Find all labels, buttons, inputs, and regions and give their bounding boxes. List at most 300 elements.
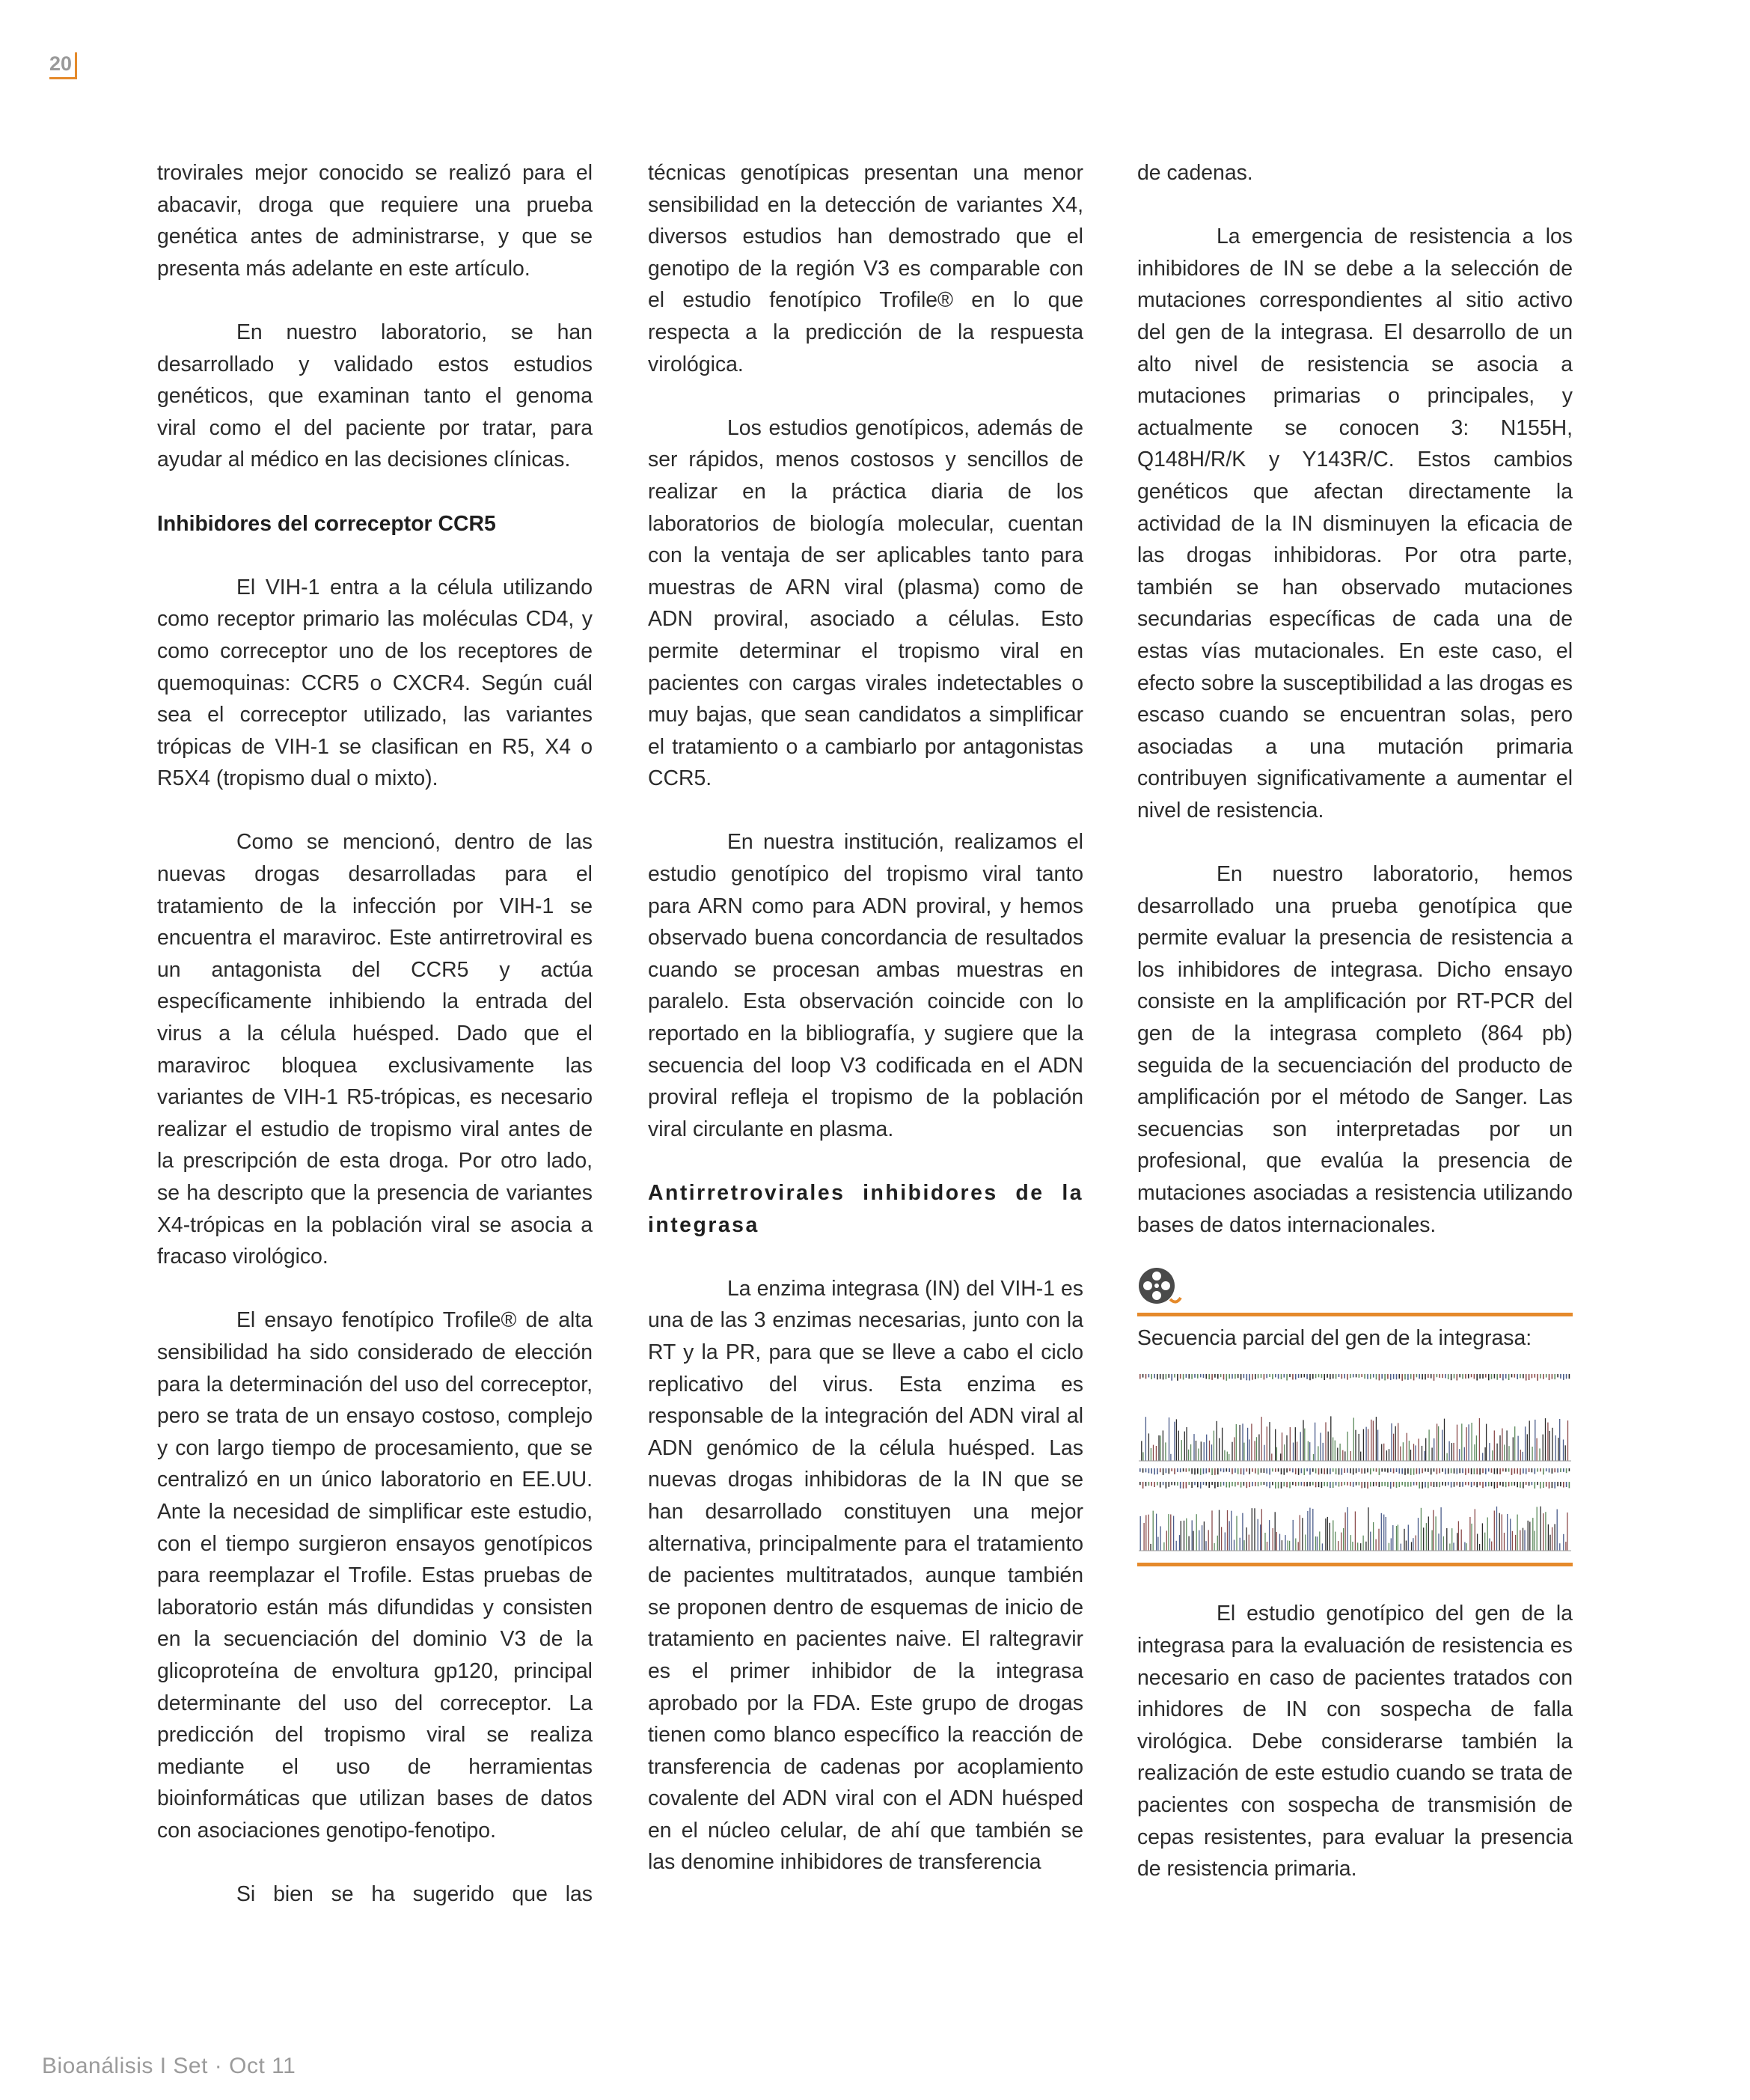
base-call-mark <box>1226 1374 1228 1381</box>
base-call-mark <box>1442 1482 1443 1486</box>
base-call-mark <box>1457 1468 1458 1474</box>
base-call-mark <box>1281 1468 1282 1474</box>
base-call-mark <box>1445 1374 1446 1379</box>
base-call-mark <box>1142 1468 1144 1473</box>
base-call-mark <box>1557 1468 1558 1473</box>
base-call-mark <box>1258 1468 1259 1474</box>
base-call-mark <box>1560 1468 1561 1472</box>
base-call-mark <box>1151 1374 1152 1379</box>
base-call-mark <box>1226 1482 1228 1488</box>
base-call-mark <box>1451 1468 1452 1473</box>
column-2 <box>648 157 1083 1878</box>
base-call-mark <box>1517 1374 1518 1379</box>
base-call-mark <box>1529 1468 1530 1472</box>
base-call-mark <box>1177 1482 1178 1486</box>
paragraph: trovirales mejor conocido se realizó para el abacavir, droga que requiere una prueba genética antes de administrarse, y que se presenta más adelante en este artículo. <box>157 161 593 281</box>
base-call-mark <box>1353 1468 1354 1475</box>
base-call-mark <box>1474 1482 1475 1486</box>
base-call-mark <box>1174 1468 1175 1474</box>
base-call-mark <box>1502 1374 1504 1380</box>
base-call-mark <box>1163 1482 1164 1485</box>
base-call-mark <box>1171 1374 1172 1381</box>
base-call-mark <box>1301 1482 1303 1486</box>
base-call-mark <box>1151 1482 1152 1486</box>
base-call-mark <box>1465 1374 1466 1379</box>
base-call-mark <box>1183 1374 1184 1379</box>
paragraph: La emergencia de resistencia a los inhibidores de IN se debe a la selección de mutaciones correspondientes al sitio activo del gen de la integrasa. El desarrollo de un alto nivel de resistencia se asocia a mutaciones primarias o principales, y actualmente se conocen 3: N155H, Q148H/R/K y Y143R/C. Estos cambios genéticos que afectan directamente la actividad de la IN disminuyen la eficacia de las drogas inhibidoras. Por otra parte, también se han observado mutaciones secundarias específicas de cada una de estas vías mutacionales. En este caso, el efecto sobre la susceptibilidad a las drogas es escaso cuando se encuentran solas, pero asociadas a una mutación primaria contribuyen significativamente a aumentar el nivel de resistencia. <box>1137 225 1573 822</box>
sequence-chromatogram <box>1137 1364 1573 1558</box>
base-call-mark <box>1471 1482 1472 1487</box>
base-call-mark <box>1278 1468 1279 1472</box>
base-call-mark <box>1569 1482 1570 1488</box>
paragraph: Los estudios genotípicos, además de ser rápidos, menos costosos y sencillos de realizar en la práctica diaria de los laboratorios de biología molecular, cuentan con la ventaja de ser aplicables tanto para muestras de ARN viral (plasma) como de ADN proviral, asociado a células. Esto permite determinar el tropismo viral en pacientes con cargas virales indetectables o muy bajas, que sean candidatos a simplificar el tratamiento o a cambiarlo por antagonistas CCR5. <box>648 415 1083 791</box>
base-call-mark <box>1258 1482 1259 1486</box>
base-call-mark <box>1318 1374 1320 1377</box>
base-call-mark <box>1387 1468 1389 1473</box>
base-call-mark <box>1379 1482 1380 1487</box>
base-call-mark <box>1401 1468 1403 1474</box>
base-call-mark <box>1439 1468 1440 1474</box>
base-call-mark <box>1381 1374 1383 1379</box>
base-call-mark <box>1505 1468 1507 1472</box>
base-call-mark <box>1359 1482 1360 1486</box>
base-call-mark <box>1306 1374 1308 1379</box>
base-call-mark <box>1399 1482 1401 1487</box>
base-call-mark <box>1154 1374 1155 1378</box>
base-call-mark <box>1169 1374 1170 1378</box>
base-call-mark <box>1526 1482 1527 1485</box>
base-call-mark <box>1557 1374 1558 1377</box>
base-call-mark <box>1154 1468 1155 1474</box>
base-call-mark <box>1520 1374 1521 1378</box>
base-call-mark <box>1139 1374 1141 1379</box>
base-call-mark <box>1154 1482 1155 1487</box>
base-call-mark <box>1183 1468 1184 1471</box>
base-call-mark <box>1462 1374 1463 1379</box>
base-call-mark <box>1434 1374 1435 1381</box>
base-call-mark <box>1399 1468 1401 1474</box>
base-call-mark <box>1292 1482 1294 1485</box>
base-call-mark <box>1269 1374 1270 1377</box>
base-call-mark <box>1566 1468 1567 1473</box>
base-call-mark <box>1180 1468 1181 1472</box>
base-call-mark <box>1437 1482 1438 1487</box>
base-call-mark <box>1341 1374 1343 1379</box>
base-call-mark <box>1428 1468 1429 1472</box>
base-call-mark <box>1416 1374 1418 1377</box>
base-call-mark <box>1255 1374 1256 1379</box>
base-call-mark <box>1344 1482 1345 1485</box>
paragraph: El VIH-1 entra a la célula utilizando como receptor primario las moléculas CD4, y como correceptor uno de los receptores de quemoquinas: CCR5 o CXCR4. Según cuál sea el correceptor utilizado, las variantes trópicas de VIH-1 se clasifican en R5, X4 o R5X4 (tropismo dual o mixto). <box>157 575 593 791</box>
base-call-mark <box>1514 1374 1516 1378</box>
base-call-mark <box>1186 1482 1187 1489</box>
base-call-mark <box>1468 1482 1469 1486</box>
base-call-mark <box>1442 1468 1443 1472</box>
base-call-mark <box>1206 1374 1208 1379</box>
base-call-mark <box>1203 1374 1205 1378</box>
base-call-mark <box>1442 1374 1443 1378</box>
base-call-mark <box>1384 1374 1386 1380</box>
base-call-mark <box>1373 1482 1374 1486</box>
base-call-mark <box>1566 1482 1567 1487</box>
base-call-mark <box>1529 1482 1530 1486</box>
base-call-mark <box>1367 1374 1368 1379</box>
base-call-mark <box>1235 1482 1236 1486</box>
base-call-mark <box>1459 1482 1460 1487</box>
base-call-mark <box>1189 1482 1190 1485</box>
base-call-mark <box>1194 1374 1196 1378</box>
base-call-mark <box>1163 1374 1164 1379</box>
base-call-mark <box>1139 1482 1141 1485</box>
base-call-mark <box>1361 1468 1362 1474</box>
base-call-mark <box>1208 1482 1210 1488</box>
base-call-mark <box>1318 1468 1320 1474</box>
base-call-mark <box>1499 1374 1501 1378</box>
base-call-mark <box>1301 1468 1303 1473</box>
base-call-mark <box>1454 1468 1455 1474</box>
base-call-mark <box>1350 1468 1351 1474</box>
base-call-mark <box>1304 1468 1306 1475</box>
base-call-mark <box>1560 1482 1561 1486</box>
base-call-mark <box>1393 1482 1395 1487</box>
paragraph: técnicas genotípicas presentan una menor sensibilidad en la detección de variantes X4, diversos estudios han demostrado que el genotipo de la región V3 es comparable con el estudio fenotípico Trofile® en lo que respecta a la predicción de la respuesta virológica. <box>648 161 1083 376</box>
base-call-mark <box>1482 1374 1484 1379</box>
base-call-mark <box>1488 1468 1490 1471</box>
base-call-mark <box>1554 1482 1555 1489</box>
base-call-mark <box>1286 1374 1288 1381</box>
base-call-mark <box>1387 1374 1389 1379</box>
base-call-mark <box>1563 1468 1564 1472</box>
base-call-mark <box>1554 1468 1555 1472</box>
base-call-mark <box>1304 1374 1306 1377</box>
base-call-mark <box>1163 1468 1164 1475</box>
base-call-mark <box>1563 1374 1564 1380</box>
base-call-mark <box>1206 1468 1208 1474</box>
base-call-mark <box>1312 1482 1314 1486</box>
base-call-mark <box>1321 1374 1323 1378</box>
base-call-mark <box>1499 1468 1501 1474</box>
base-call-mark <box>1180 1374 1181 1379</box>
base-call-mark <box>1289 1374 1291 1377</box>
base-call-mark <box>1347 1468 1348 1473</box>
base-call-mark <box>1407 1482 1409 1487</box>
base-call-mark <box>1511 1468 1513 1475</box>
base-call-mark <box>1413 1482 1415 1486</box>
base-call-mark <box>1169 1468 1170 1474</box>
base-call-mark <box>1315 1374 1317 1378</box>
base-call-mark <box>1200 1468 1202 1475</box>
base-call-mark <box>1393 1374 1395 1379</box>
base-call-mark <box>1269 1468 1270 1475</box>
base-call-mark <box>1569 1374 1570 1379</box>
base-call-mark <box>1462 1468 1463 1473</box>
base-call-mark <box>1379 1468 1380 1475</box>
base-call-mark <box>1425 1482 1426 1488</box>
base-call-mark <box>1240 1468 1242 1474</box>
base-call-mark <box>1272 1482 1273 1485</box>
base-call-mark <box>1401 1482 1403 1486</box>
base-call-mark <box>1200 1482 1202 1489</box>
base-call-mark <box>1166 1374 1167 1379</box>
base-call-mark <box>1266 1482 1267 1486</box>
base-call-mark <box>1275 1482 1276 1489</box>
base-call-mark <box>1376 1468 1377 1472</box>
section-heading-integrasa: Antirretrovirales inhibidores de la integrasa <box>648 1181 1083 1237</box>
base-call-mark <box>1223 1468 1225 1472</box>
base-call-mark <box>1468 1374 1469 1379</box>
base-call-mark <box>1237 1374 1239 1378</box>
base-call-mark <box>1508 1468 1510 1472</box>
base-call-mark <box>1361 1374 1362 1377</box>
base-call-mark <box>1197 1374 1199 1379</box>
base-call-mark <box>1488 1374 1490 1380</box>
base-call-mark <box>1552 1468 1553 1474</box>
base-call-mark <box>1318 1482 1320 1487</box>
base-call-mark <box>1482 1468 1484 1473</box>
base-call-mark <box>1191 1482 1193 1488</box>
base-call-mark <box>1459 1374 1460 1377</box>
base-call-mark <box>1468 1468 1469 1473</box>
base-call-mark <box>1370 1374 1371 1379</box>
base-call-mark <box>1465 1482 1466 1485</box>
base-call-mark <box>1157 1468 1158 1474</box>
base-call-mark <box>1217 1374 1219 1379</box>
base-call-mark <box>1491 1468 1493 1473</box>
base-call-mark <box>1292 1468 1294 1472</box>
base-call-mark <box>1425 1468 1426 1471</box>
base-call-mark <box>1353 1374 1354 1377</box>
base-call-mark <box>1540 1374 1541 1379</box>
base-call-mark <box>1243 1468 1245 1475</box>
column-1 <box>157 157 593 1911</box>
base-call-mark <box>1304 1482 1306 1486</box>
base-call-mark <box>1177 1374 1178 1381</box>
base-call-mark <box>1324 1468 1325 1474</box>
base-call-mark <box>1252 1468 1253 1472</box>
base-call-mark <box>1309 1374 1311 1380</box>
base-call-mark <box>1324 1482 1325 1486</box>
base-call-mark <box>1457 1374 1458 1381</box>
base-call-mark <box>1237 1482 1239 1485</box>
base-call-mark <box>1174 1482 1175 1486</box>
base-call-mark <box>1511 1482 1513 1486</box>
base-call-mark <box>1145 1468 1147 1472</box>
base-call-mark <box>1350 1482 1351 1486</box>
base-call-mark <box>1367 1482 1368 1489</box>
base-call-mark <box>1295 1482 1297 1486</box>
base-call-mark <box>1324 1374 1325 1380</box>
base-call-mark <box>1485 1468 1487 1474</box>
base-call-mark <box>1197 1482 1199 1487</box>
base-call-mark <box>1214 1468 1216 1475</box>
base-call-mark <box>1252 1374 1253 1380</box>
base-call-mark <box>1148 1468 1150 1473</box>
base-call-mark <box>1208 1468 1210 1472</box>
base-call-mark <box>1336 1374 1337 1379</box>
base-call-mark <box>1312 1374 1314 1379</box>
base-call-mark <box>1479 1468 1481 1474</box>
base-call-mark <box>1240 1482 1242 1488</box>
base-call-mark <box>1416 1468 1418 1474</box>
base-call-mark <box>1370 1482 1371 1486</box>
base-call-mark <box>1266 1468 1267 1474</box>
base-call-mark <box>1410 1482 1412 1486</box>
base-call-mark <box>1439 1482 1440 1487</box>
base-call-mark <box>1569 1468 1570 1471</box>
base-call-mark <box>1359 1468 1360 1472</box>
base-call-mark <box>1309 1482 1311 1486</box>
footer-publication: Bioanálisis I Set · Oct 11 <box>42 2054 296 2078</box>
base-call-mark <box>1557 1482 1558 1486</box>
base-call-mark <box>1169 1482 1170 1487</box>
base-call-mark <box>1560 1374 1561 1379</box>
base-call-mark <box>1301 1374 1303 1378</box>
base-call-mark <box>1211 1482 1213 1485</box>
base-call-mark <box>1157 1482 1158 1486</box>
base-call-mark <box>1419 1468 1420 1474</box>
base-call-mark <box>1269 1482 1270 1488</box>
base-call-mark <box>1333 1468 1334 1472</box>
base-call-mark <box>1520 1482 1521 1488</box>
base-call-mark <box>1264 1482 1265 1485</box>
base-call-mark <box>1298 1374 1300 1378</box>
base-call-mark <box>1390 1468 1392 1472</box>
base-call-mark <box>1532 1482 1533 1485</box>
base-call-mark <box>1546 1374 1547 1378</box>
base-call-mark <box>1514 1482 1516 1486</box>
base-call-mark <box>1502 1468 1504 1471</box>
base-call-mark <box>1157 1374 1158 1379</box>
base-call-mark <box>1264 1468 1265 1473</box>
base-call-mark <box>1191 1468 1193 1474</box>
base-call-mark <box>1211 1468 1213 1475</box>
base-call-mark <box>1160 1374 1161 1379</box>
base-call-mark <box>1353 1482 1354 1487</box>
base-call-mark <box>1160 1482 1161 1488</box>
base-call-mark <box>1298 1468 1300 1475</box>
base-call-mark <box>1537 1482 1538 1485</box>
base-call-mark <box>1396 1374 1398 1379</box>
base-call-mark <box>1151 1468 1152 1474</box>
base-call-mark <box>1379 1374 1380 1381</box>
base-call-mark <box>1338 1482 1340 1487</box>
base-call-mark <box>1517 1468 1518 1474</box>
base-call-mark <box>1191 1374 1193 1379</box>
base-call-mark <box>1240 1374 1242 1380</box>
base-call-mark <box>1306 1468 1308 1471</box>
base-call-mark <box>1229 1468 1230 1472</box>
base-call-mark <box>1520 1468 1521 1475</box>
base-call-mark <box>1180 1482 1181 1489</box>
base-call-mark <box>1142 1482 1144 1489</box>
base-call-mark <box>1338 1374 1340 1377</box>
base-call-mark <box>1145 1482 1147 1486</box>
base-call-mark <box>1367 1468 1368 1472</box>
base-call-mark <box>1220 1482 1222 1487</box>
base-call-mark <box>1482 1482 1484 1488</box>
base-call-mark <box>1451 1482 1452 1488</box>
base-call-mark <box>1485 1374 1487 1378</box>
base-call-mark <box>1535 1374 1536 1378</box>
base-call-mark <box>1223 1482 1225 1486</box>
base-call-mark <box>1261 1374 1262 1378</box>
base-call-mark <box>1532 1468 1533 1472</box>
base-call-mark <box>1139 1468 1141 1472</box>
base-call-mark <box>1295 1468 1297 1474</box>
paragraph: En nuestra institución, realizamos el estudio genotípico del tropismo viral tanto para ARN como para ADN proviral, y hemos observado buena concordancia de resultados cuando se procesan ambas muestras en paralelo. Esta observación coincide con lo reportado en la bibliografía, y sugiere que la secuencia del loop V3 codificada en el ADN proviral refleja el tropismo de la población viral circulante en plasma. <box>648 830 1083 1141</box>
base-call-mark <box>1439 1374 1440 1378</box>
base-call-mark <box>1344 1374 1345 1379</box>
base-call-mark <box>1255 1482 1256 1486</box>
base-call-mark <box>1396 1468 1398 1472</box>
base-call-mark <box>1485 1482 1487 1486</box>
base-call-mark <box>1189 1374 1190 1379</box>
base-call-mark <box>1286 1482 1288 1487</box>
base-call-mark <box>1387 1482 1389 1487</box>
base-call-mark <box>1148 1482 1150 1486</box>
base-call-mark <box>1471 1468 1472 1474</box>
base-call-mark <box>1413 1374 1415 1380</box>
base-call-mark <box>1508 1374 1510 1380</box>
base-call-mark <box>1315 1468 1317 1474</box>
base-call-mark <box>1373 1374 1374 1378</box>
base-call-mark <box>1448 1374 1449 1379</box>
base-call-mark <box>1166 1468 1167 1473</box>
base-call-mark <box>1315 1482 1317 1487</box>
base-call-mark <box>1496 1374 1498 1380</box>
base-call-mark <box>1266 1374 1267 1378</box>
base-call-mark <box>1437 1374 1438 1377</box>
base-call-mark <box>1437 1468 1438 1474</box>
base-call-mark <box>1289 1482 1291 1488</box>
base-call-mark <box>1540 1468 1541 1471</box>
base-call-mark <box>1160 1468 1161 1472</box>
base-call-mark <box>1166 1482 1167 1489</box>
base-call-mark <box>1327 1482 1328 1486</box>
base-call-mark <box>1413 1468 1415 1475</box>
base-call-mark <box>1537 1374 1538 1381</box>
base-call-mark <box>1448 1468 1449 1474</box>
base-call-mark <box>1445 1482 1446 1486</box>
base-call-mark <box>1246 1482 1248 1488</box>
base-call-mark <box>1145 1374 1147 1379</box>
base-call-mark <box>1281 1482 1282 1489</box>
base-call-mark <box>1549 1374 1550 1380</box>
base-call-mark <box>1496 1482 1498 1488</box>
base-call-mark <box>1499 1482 1501 1486</box>
base-call-mark <box>1292 1374 1294 1380</box>
base-call-mark <box>1229 1374 1230 1379</box>
page-number: 20 <box>49 52 77 79</box>
section-heading-ccr5: Inhibidores del correceptor CCR5 <box>157 511 496 536</box>
paragraph: El estudio genotípico del gen de la integrasa para la evaluación de resistencia es necesario en caso de pacientes tratados con inhidores de IN con sospecha de falla virológica. Debe considerarse también la realización de este estudio cuando se trata de pacientes con sospecha de transmisión de cepas resistentes, para evaluar la presencia de resistencia primaria. <box>1137 1602 1573 1881</box>
base-call-mark <box>1203 1468 1205 1474</box>
paragraph: Como se mencionó, dentro de las nuevas drogas desarrolladas para el tratamiento de la infección por VIH-1 se encuentra el maraviroc. Este antirretroviral es un antagonista del CCR5 y actúa específicamente inhibiendo la entrada del virus a la célula huésped. Dado que el maraviroc bloquea exclusivamente las variantes de VIH-1 R5-trópicas, es necesario realizar el estudio de tropismo viral antes de la prescripción de esta droga. Por otro lado, se ha descripto que la presencia de variantes X4-trópicas en la población viral se asocia a fracaso virológico. <box>157 830 593 1269</box>
base-call-mark <box>1494 1468 1496 1474</box>
base-call-mark <box>1549 1482 1550 1489</box>
base-call-mark <box>1249 1482 1250 1487</box>
base-call-mark <box>1341 1482 1343 1486</box>
base-call-mark <box>1479 1374 1481 1379</box>
base-call-mark <box>1194 1468 1196 1474</box>
base-call-mark <box>1535 1482 1536 1489</box>
base-call-mark <box>1272 1468 1273 1471</box>
base-call-mark <box>1529 1374 1530 1380</box>
base-call-mark <box>1465 1468 1466 1475</box>
base-call-mark <box>1494 1482 1496 1489</box>
base-call-mark <box>1194 1482 1196 1485</box>
base-call-mark <box>1330 1374 1331 1379</box>
